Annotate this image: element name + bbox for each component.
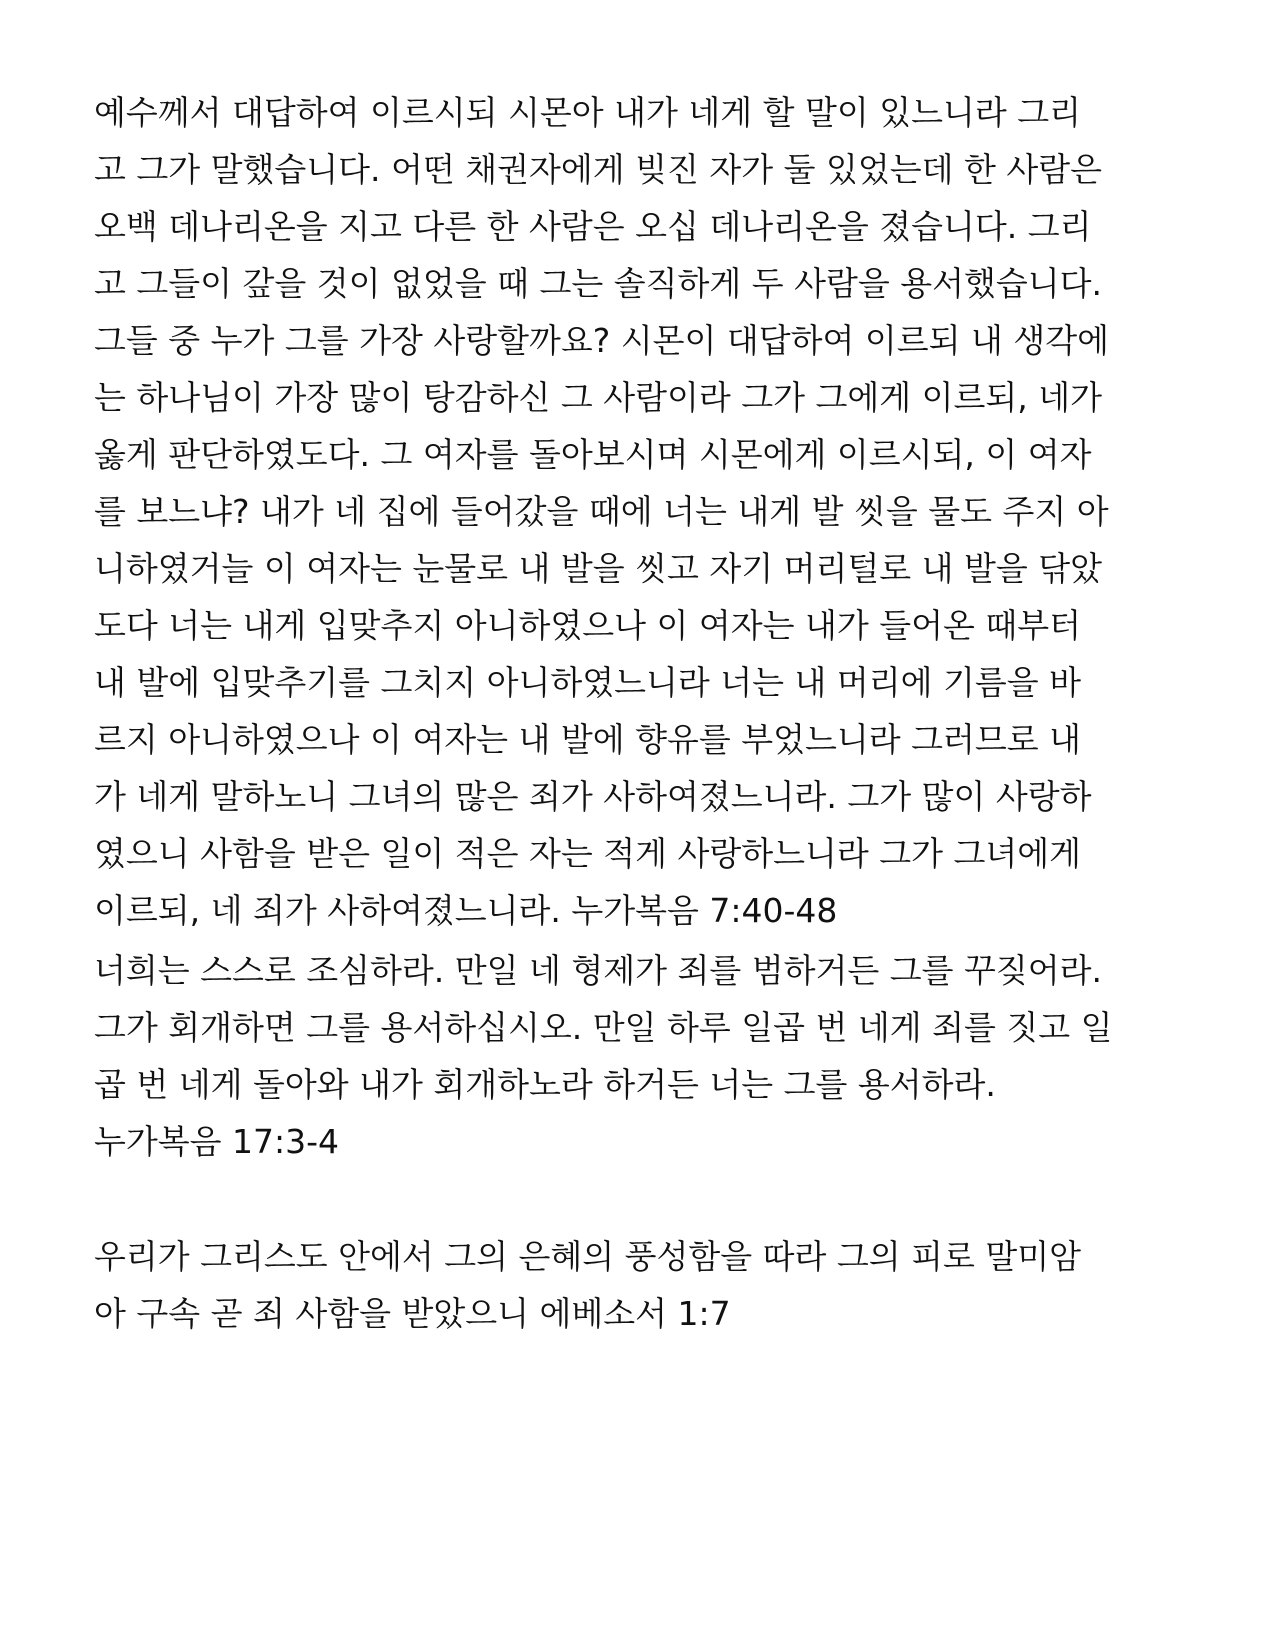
text-line: 고 그가 말했습니다. 어떤 채권자에게 빚진 자가 둘 있었는데 한 사람은 <box>94 150 1102 189</box>
text-line: 도다 너는 내게 입맞추지 아니하였으나 이 여자는 내가 들어온 때부터 <box>94 606 1081 645</box>
passage-luke-17 <box>94 942 1184 1170</box>
text-line: 를 보느냐? 내가 네 집에 들어갔을 때에 너는 내게 발 씻을 물도 주지 아 <box>94 492 1109 531</box>
text-line: 오백 데나리온을 지고 다른 한 사람은 오십 데나리온을 졌습니다. 그리 <box>94 207 1092 246</box>
text-line: 예수께서 대답하여 이르시되 시몬아 내가 네게 할 말이 있느니라 그리 <box>94 93 1081 132</box>
text-line: 그들 중 누가 그를 가장 사랑할까요? 시몬이 대답하여 이르되 내 생각에 <box>94 321 1109 360</box>
text-line: 고 그들이 갚을 것이 없었을 때 그는 솔직하게 두 사람을 용서했습니다. <box>94 264 1102 303</box>
text-line: 우리가 그리스도 안에서 그의 은혜의 풍성함을 따라 그의 피로 말미암 <box>94 1237 1081 1276</box>
text-line: 그가 회개하면 그를 용서하십시오. 만일 하루 일곱 번 네게 죄를 짓고 일 <box>94 1008 1113 1047</box>
text-line-reference: 아 구속 곧 죄 사함을 받았으니 에베소서 1:7 <box>94 1294 731 1333</box>
text-line-reference: 이르되, 네 죄가 사하여졌느니라. 누가복음 7:40-48 <box>94 891 838 930</box>
text-line: 너희는 스스로 조심하라. 만일 네 형제가 죄를 범하거든 그를 꾸짖어라. <box>94 951 1102 990</box>
text-line: 는 하나님이 가장 많이 탕감하신 그 사람이라 그가 그에게 이르되, 네가 <box>94 378 1102 417</box>
passage-luke-7 <box>94 84 1184 939</box>
text-line: 옳게 판단하였도다. 그 여자를 돌아보시며 시몬에게 이르시되, 이 여자 <box>94 435 1092 474</box>
passage-ephesians-1 <box>94 1228 1184 1342</box>
text-line: 였으니 사함을 받은 일이 적은 자는 적게 사랑하느니라 그가 그녀에게 <box>94 834 1081 873</box>
text-line: 르지 아니하였으나 이 여자는 내 발에 향유를 부었느니라 그러므로 내 <box>94 720 1081 759</box>
text-line: 곱 번 네게 돌아와 내가 회개하노라 하거든 너는 그를 용서하라. <box>94 1065 996 1104</box>
text-line: 내 발에 입맞추기를 그치지 아니하였느니라 너는 내 머리에 기름을 바 <box>94 663 1081 702</box>
text-line-reference: 누가복음 17:3-4 <box>94 1122 340 1161</box>
text-line: 가 네게 말하노니 그녀의 많은 죄가 사하여졌느니라. 그가 많이 사랑하 <box>94 777 1092 816</box>
text-line: 니하였거늘 이 여자는 눈물로 내 발을 씻고 자기 머리털로 내 발을 닦았 <box>94 549 1102 588</box>
